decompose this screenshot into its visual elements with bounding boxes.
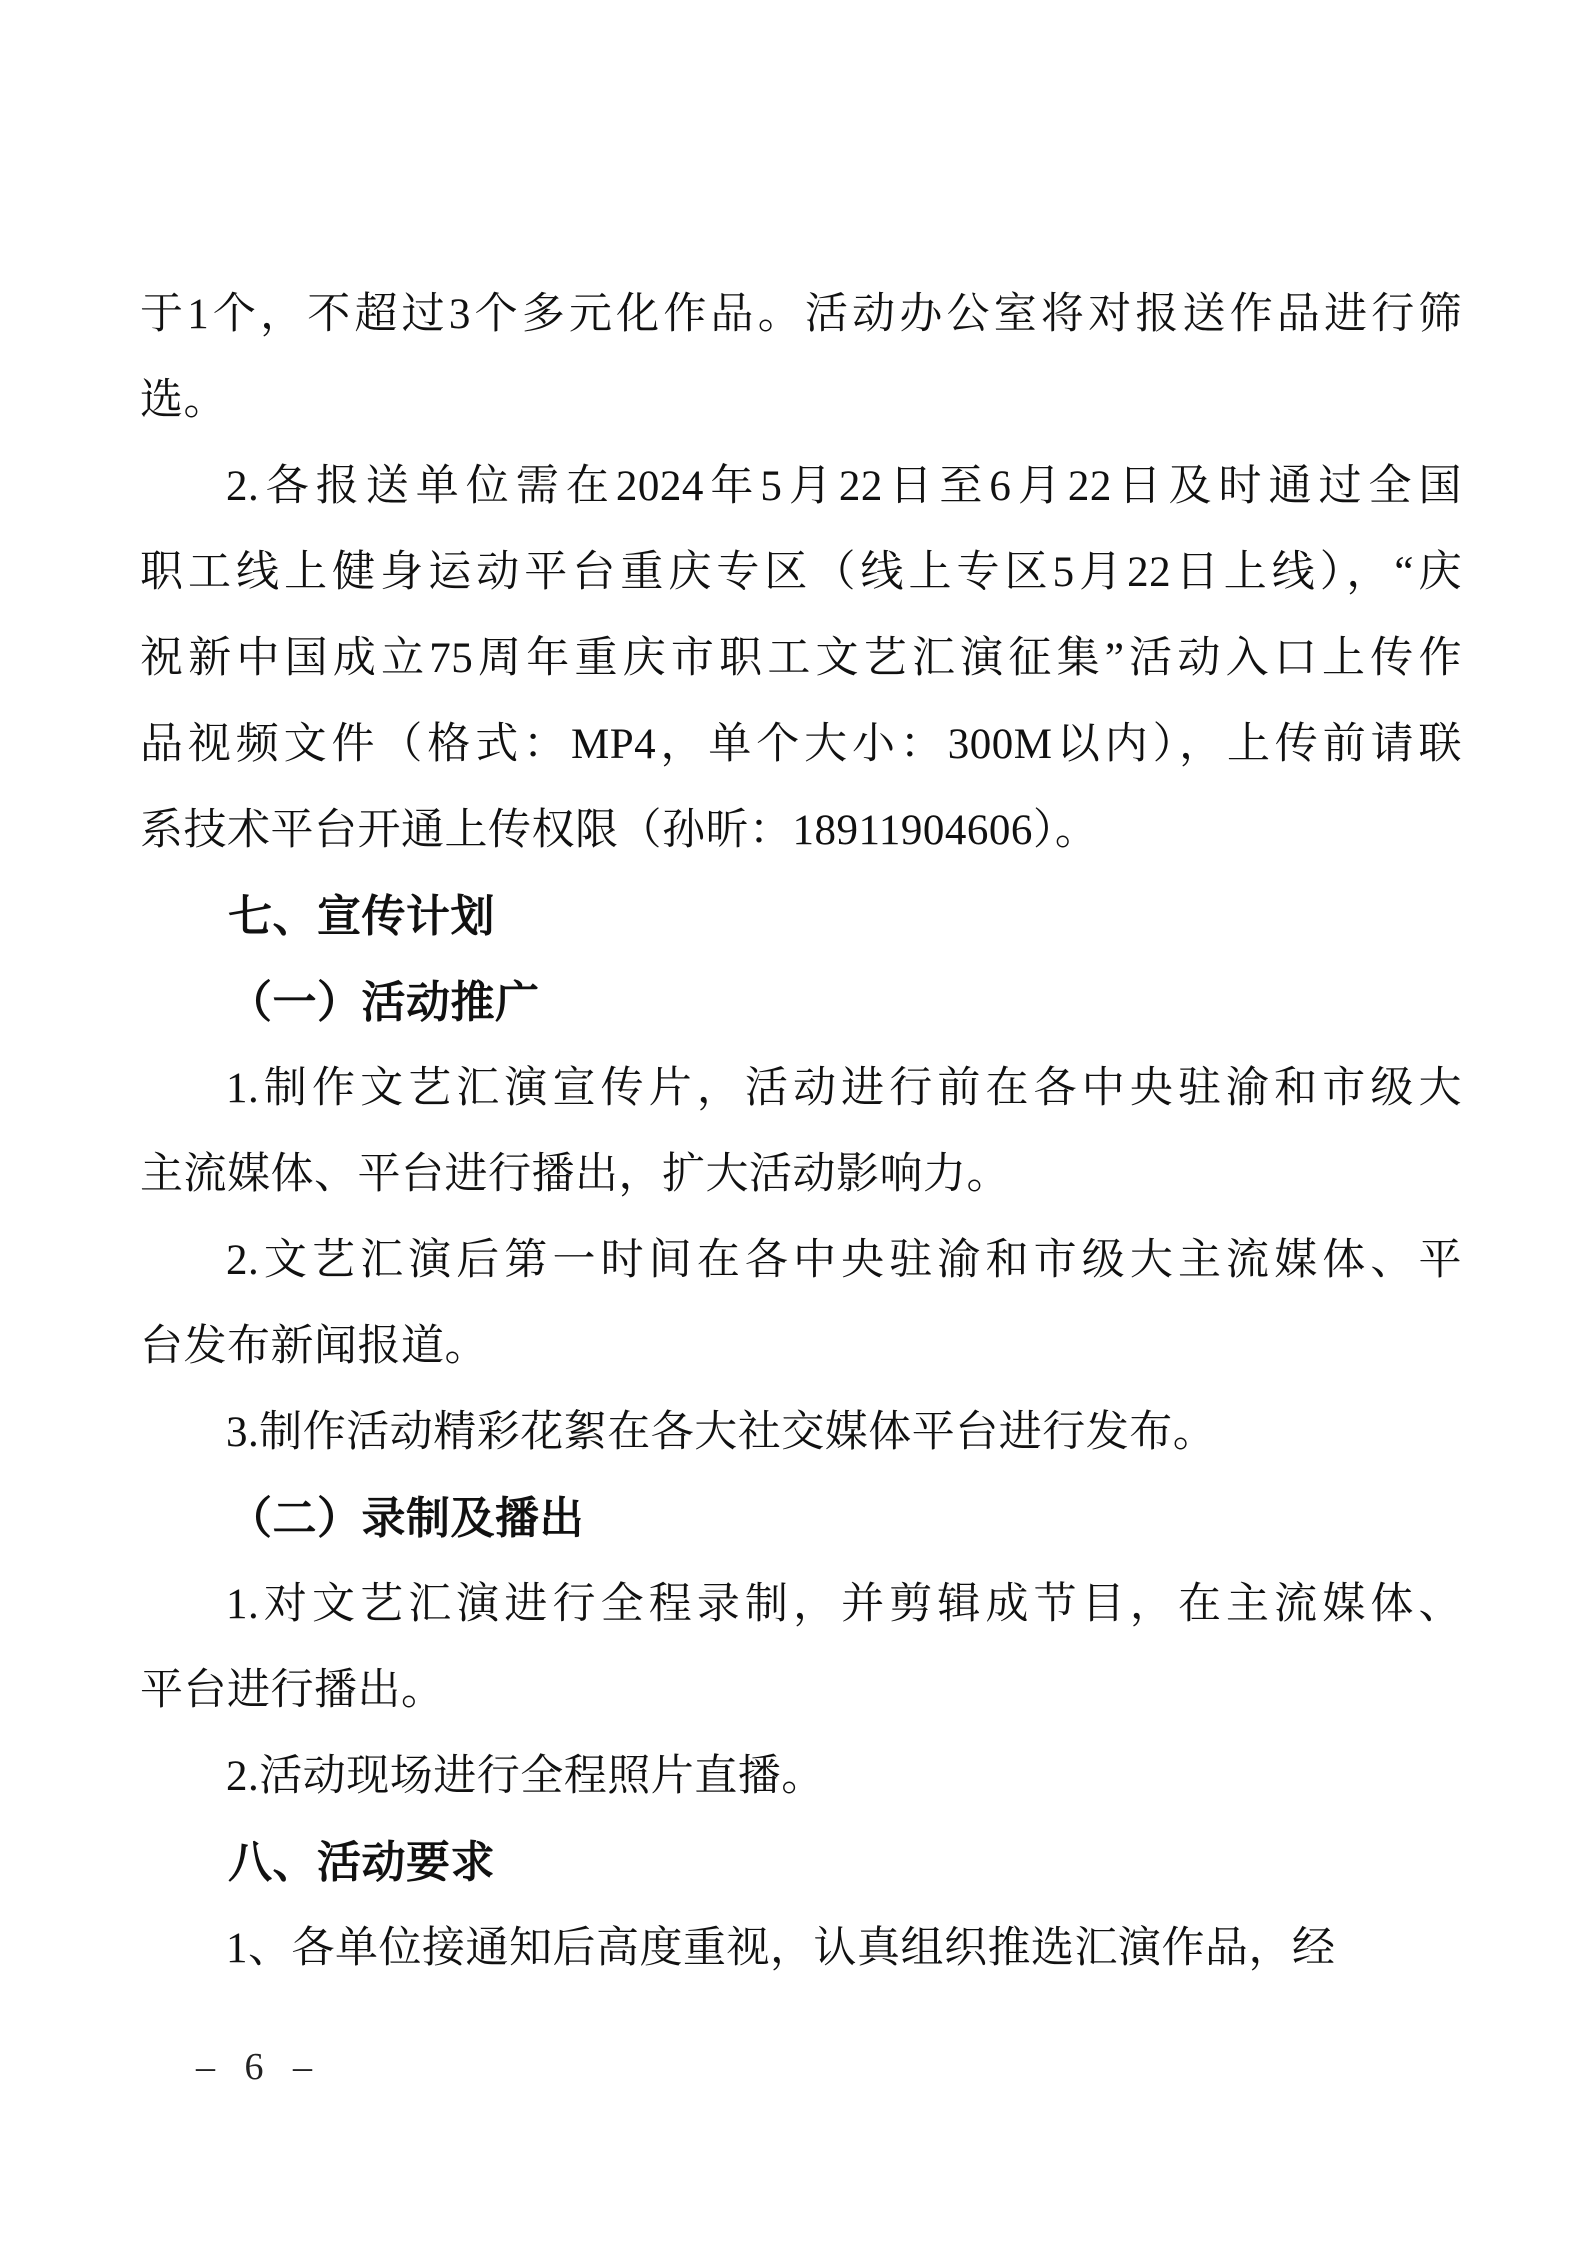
heading-line: 八、活动要求 xyxy=(228,1838,495,1887)
paragraph-line: 系技术平台开通上传权限（孙昕：18911904606）。 xyxy=(140,807,1099,854)
paragraph-line: 1、各单位接通知后高度重视，认真组织推选汇演作品，经 xyxy=(226,1925,1336,1972)
paragraph-line: 2.活动现场进行全程照片直播。 xyxy=(226,1753,825,1800)
paragraph-line: 2.各报送单位需在2024年5月22日至6月22日及时通过全国 xyxy=(226,463,1462,510)
paragraph-line: 1.对文艺汇演进行全程录制，并剪辑成节目，在主流媒体、 xyxy=(226,1581,1462,1628)
document-body xyxy=(140,272,1462,1992)
paragraph-line: 2.文艺汇演后第一时间在各中央驻渝和市级大主流媒体、平 xyxy=(226,1237,1462,1284)
paragraph-line: 主流媒体、平台进行播出，扩大活动影响力。 xyxy=(140,1151,1010,1198)
paragraph-line: 选。 xyxy=(140,377,227,424)
paragraph-line: 职工线上健身运动平台重庆专区（线上专区5月22日上线），“庆 xyxy=(140,549,1462,596)
paragraph-line: 1.制作文艺汇演宣传片，活动进行前在各中央驻渝和市级大 xyxy=(226,1065,1462,1112)
paragraph-line: 平台进行播出。 xyxy=(140,1667,445,1714)
subheading-line: （一）活动推广 xyxy=(228,978,540,1027)
paragraph-line: 品视频文件（格式：MP4，单个大小：300M以内），上传前请联 xyxy=(140,721,1462,768)
heading-line: 七、宣传计划 xyxy=(228,892,495,941)
subheading-line: （二）录制及播出 xyxy=(228,1494,584,1543)
paragraph-line: 台发布新闻报道。 xyxy=(140,1323,488,1370)
page-number: – 6 – xyxy=(196,2046,322,2088)
paragraph-line: 3.制作活动精彩花絮在各大社交媒体平台进行发布。 xyxy=(226,1409,1217,1456)
paragraph-line: 祝新中国成立75周年重庆市职工文艺汇演征集”活动入口上传作 xyxy=(140,635,1462,682)
paragraph-line: 于1个，不超过3个多元化作品。活动办公室将对报送作品进行筛 xyxy=(140,291,1462,338)
